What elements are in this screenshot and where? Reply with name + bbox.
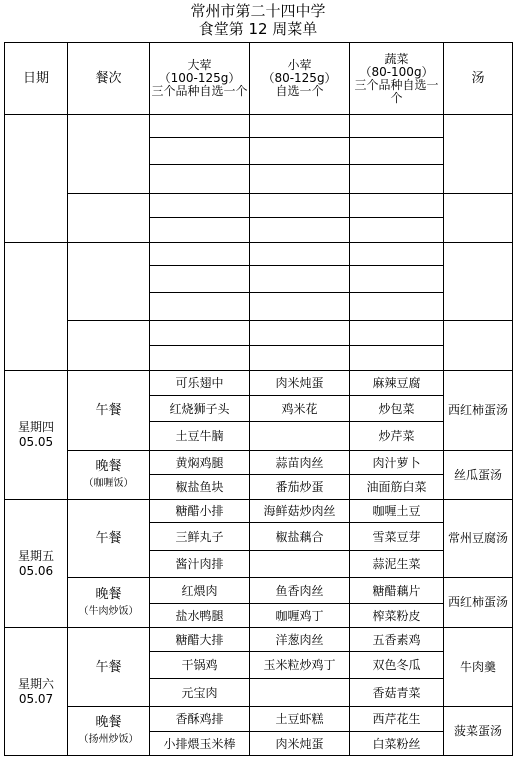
large-meat-dish: 糖醋大排	[150, 628, 250, 652]
empty-meal-cell	[68, 194, 150, 243]
vegetable-dish: 炒包菜	[350, 396, 444, 422]
small-meat-dish: 肉米炖蛋	[250, 732, 350, 756]
day-name: 星期五	[17, 548, 54, 563]
large-meat-dish: 元宝肉	[150, 679, 250, 707]
dinner-label	[68, 578, 150, 628]
menu-row	[5, 707, 513, 732]
small-meat-dish: 鱼香肉丝	[250, 578, 350, 604]
header-large-meat	[150, 43, 250, 115]
menu-row	[5, 371, 513, 396]
dinner-label	[68, 707, 150, 756]
large-meat-dish: 小排煨玉米棒	[150, 732, 250, 756]
large-meat-dish: 红煨肉	[150, 578, 250, 604]
large-meat-dish: 盐水鸭腿	[150, 604, 250, 628]
lunch-label: 午餐	[68, 371, 150, 451]
empty-soup-cell	[444, 194, 513, 243]
header-date: 日期	[5, 43, 68, 115]
large-meat-dish: 黄焖鸡腿	[150, 451, 250, 475]
vegetable-dish: 肉汁萝卜	[350, 451, 444, 475]
vegetable-dish: 五香素鸡	[350, 628, 444, 652]
page-title: 常州市第二十四中学	[190, 2, 326, 20]
menu-subtitle: 食堂第 12 周菜单	[198, 20, 318, 38]
dinner-soup: 丝瓜蛋汤	[444, 451, 513, 500]
lunch-label: 午餐	[68, 628, 150, 707]
vegetable-dish: 双色冬瓜	[350, 652, 444, 679]
vegetable-dish: 白菜粉丝	[350, 732, 444, 756]
day-cell	[5, 628, 68, 756]
menu-table	[4, 42, 513, 756]
small-meat-dish	[250, 679, 350, 707]
large-meat-dish: 酱汁肉排	[150, 551, 250, 578]
empty-row	[5, 321, 513, 346]
small-meat-dish: 椒盐藕合	[250, 523, 350, 551]
lunch-soup: 牛肉羹	[444, 628, 513, 707]
vegetable-dish: 咖喱土豆	[350, 500, 444, 523]
small-meat-dish: 肉米炖蛋	[250, 371, 350, 396]
large-meat-dish: 可乐翅中	[150, 371, 250, 396]
lunch-soup: 常州豆腐汤	[444, 500, 513, 578]
small-meat-dish: 洋葱肉丝	[250, 628, 350, 652]
dinner-soup: 西红柿蛋汤	[444, 578, 513, 628]
day-date: 05.06	[18, 563, 54, 578]
header-row	[5, 43, 513, 115]
small-meat-dish	[250, 551, 350, 578]
empty-row	[5, 115, 513, 138]
day-name: 星期四	[17, 420, 54, 434]
vegetable-dish: 榨菜粉皮	[350, 604, 444, 628]
vegetable-dish: 蒜泥生菜	[350, 551, 444, 578]
header-meal: 餐次	[68, 43, 150, 115]
empty-soup-cell	[444, 115, 513, 194]
small-meat-dish: 番茄炒蛋	[250, 475, 350, 500]
lunch-label: 午餐	[68, 500, 150, 578]
large-meat-dish: 椒盐鱼块	[150, 475, 250, 500]
empty-soup-cell	[444, 243, 513, 321]
header-large-meat-portion: （100-125g）	[158, 71, 241, 85]
large-meat-dish: 红烧狮子头	[150, 396, 250, 422]
small-meat-dish: 咖喱鸡丁	[250, 604, 350, 628]
header-vegetable-portion: （80-100g）	[359, 64, 434, 79]
small-meat-dish: 鸡米花	[250, 396, 350, 422]
day-date: 05.05	[18, 435, 54, 449]
vegetable-dish: 香菇青菜	[350, 679, 444, 707]
header-vegetable-note: 三个品种自选一个	[354, 77, 439, 105]
empty-date-cell	[5, 115, 68, 243]
dinner-label-text: 晚餐	[95, 586, 122, 602]
vegetable-dish: 西芹花生	[350, 707, 444, 732]
header-vegetable	[350, 43, 444, 115]
header-soup: 汤	[444, 43, 513, 115]
small-meat-dish: 土豆虾糕	[250, 707, 350, 732]
dinner-sub-label: （牛肉炒饭）	[78, 605, 139, 617]
empty-row	[5, 194, 513, 218]
header-large-meat-note: 三个品种自选一个	[151, 84, 248, 98]
header-small-meat-note: 自选一个	[275, 84, 324, 98]
large-meat-dish: 土豆牛腩	[150, 422, 250, 451]
small-meat-dish	[250, 422, 350, 451]
day-cell	[5, 371, 68, 500]
dinner-label-text: 晚餐	[95, 715, 122, 730]
empty-row	[5, 243, 513, 266]
large-meat-dish: 香酥鸡排	[150, 707, 250, 732]
dinner-sub-label: （扬州炒饭）	[78, 734, 139, 745]
small-meat-dish: 玉米粒炒鸡丁	[250, 652, 350, 679]
empty-date-cell	[5, 243, 68, 371]
large-meat-dish: 糖醋小排	[150, 500, 250, 523]
header-small-meat-name: 小荤	[287, 58, 312, 72]
header-vegetable-name: 蔬菜	[384, 51, 409, 66]
header-small-meat-portion: （80-125g）	[262, 71, 337, 85]
day-name: 星期六	[17, 676, 54, 691]
header-large-meat-name: 大荤	[187, 58, 212, 72]
empty-meal-cell	[68, 321, 150, 371]
dinner-soup: 菠菜蛋汤	[444, 707, 513, 756]
vegetable-dish: 麻辣豆腐	[350, 371, 444, 396]
menu-row	[5, 628, 513, 652]
dinner-label-text: 晚餐	[95, 459, 122, 474]
empty-soup-cell	[444, 321, 513, 371]
vegetable-dish: 雪菜豆芽	[350, 523, 444, 551]
lunch-soup: 西红柿蛋汤	[444, 371, 513, 451]
vegetable-dish: 糖醋藕片	[350, 578, 444, 604]
day-cell	[5, 500, 68, 628]
vegetable-dish: 炒芹菜	[350, 422, 444, 451]
small-meat-dish: 海鲜菇炒肉丝	[250, 500, 350, 523]
small-meat-dish: 蒜苗肉丝	[250, 451, 350, 475]
menu-row	[5, 500, 513, 523]
menu-row	[5, 578, 513, 604]
empty-meal-cell	[68, 115, 150, 194]
menu-row	[5, 451, 513, 475]
vegetable-dish: 油面筋白菜	[350, 475, 444, 500]
header-small-meat	[250, 43, 350, 115]
empty-meal-cell	[68, 243, 150, 321]
dinner-label	[68, 451, 150, 500]
day-date: 05.07	[18, 691, 54, 706]
large-meat-dish: 三鲜丸子	[150, 523, 250, 551]
dinner-sub-label: （咖喱饭）	[83, 478, 134, 489]
large-meat-dish: 干锅鸡	[150, 652, 250, 679]
